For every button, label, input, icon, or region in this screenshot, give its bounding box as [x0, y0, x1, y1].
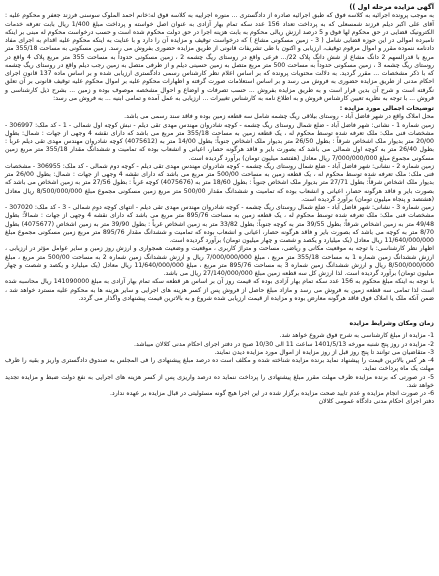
plot-3-paragraph: زمین شماره 3 - نشانی: شهر فاضل آباد - ضلع شمال روستای ریگ چشمه - کوچه شادروان مهندس مهدی تقی دیلم - انتهای کوچه دوم شمالی - 3 - کد ملک: 307020 - مشخصات فنی ملک: ملک تعرفه شده توسط محکوم له ، یک قطعه زمین به مساحت 895/76 متر مربع می باشد که دارای نقشه 4 وجهی از جهات : شمالاً: بطول 49/48 متر به زمین اشخاص شرقاً: بطول 39/55 متر به کوچه جنوباً: بطول 33/82 متر به زمین اشخاص غرباً : بطول 39/90 متر به زمین اشخاص (4075677) بطول 8/70 متر به کوچه می باشد که بصورت بایر و فاقد هرگونه حصار، اعیانی و انشعاب بوده که تمامیت و ششدانگ مقدار 895/76 متر مربع زمین مسکونی مجموع مبلغ 11/640/000/000 ریال معادل (یک میلیارد و یکصد و شصت و چهار میلیون تومان) برآورد گردیده است.	[5, 204, 435, 244]
spacer	[5, 303, 434, 318]
conditions-heading: زمان ومکان وشرایط مزایده	[349, 320, 434, 327]
condition-item: 5- در صورتی که برنده مزایده ظرف مهلت مقرر مبلغ پیشنهادی را پرداخت ننماید ده درصد واریزی پس از کسر هزینه های اجرایی به نفع دولت ضبط و مزایده تجدید خواهد شد.	[5, 373, 434, 389]
condition-item: 3- متقاضیان می توانند تا پنج روز قبل از روز مزایده از اموال مورد مزایده دیدن نمایند.	[214, 348, 434, 356]
condition-item: 2- مزایده در روز پنج شنبه مورخه 1401/5/13 ساعت 11 الی 10/30 صبح در دفتر اجرای احکام مدنی کلالان میباشد.	[134, 340, 434, 348]
plot-2-paragraph: زمین شماره 2 - نشانی: شهر فاضل آباد - ضلع شمال روستای ریگ چشمه - کوچه شادروان مهندس مهدی تقی دیلم - کوچه دوم شمالی - کد ملک: 306955 - مشخصات فنی ملک: ملک تعرفه شده توسط محکوم له ، یک قطعه زمین به مساحت 500/00 متر مربع می باشد که دارای نقشه 4 وجهی از جهات : شمال: بطول 26/00 متر بدیوار ملک اشخاص شرقاً: بطول 27/71 متر بدیوار ملک اشخاص جنوباً : بطول 18/60 متر به (4075676) کوچه غرباً : بطول 27/56 متر به زمین اشخاص می باشد که بصورت بایر و فاقد هرگونه حصار، اعیانی و انشعاب بوده که تمامیت و ششدانگ مقدار 500/00 متر مربع زمین مسکونی مجموع مبلغ 8/500/000/000 ریال معادل (هشتصد و پنجاه میلیون تومان) برآورد گردیده است.	[5, 162, 435, 203]
plot-1-paragraph: زمین شماره 1 - نشانی: شهر فاضل آباد - ضلع شمال روستای ریگ چشمه - کوچه شادروان مهندس مهدی تقی دیلم - نبش کوچه اول شمالی - 1 - کد ملک: 306997 - مشخصات فنی ملک: ملک تعرفه شده توسط محکوم له ، یک قطعه زمین به مساحت 355/18 متر مربع می باشد که دارای نقشه 4 وجهی از جهات : شمال: بطول 20/00 متر بدیوار ملک اشخاص شرقاً : بطول 26/50 متر بدیوار ملک اشخاص جنوباً: بطول 14/00 متر به (4075612) کوچه شادروان مهندس مهدی تقی دیلم غرباً : بطول 26/40 متر به کوچه اول شمالی می باشد که بصورت بایر و فاقد هرگونه حصار، اعیانی و انشعاب بوده که تمامیت و ششدانگ مقدار 355/18 متر مربع زمین مسکونی مجموع مبلغ 7/000/000/000 ریال معادل (هفتصد میلیون تومان) برآورد گردیده است.	[5, 121, 434, 162]
condition-item: 1- مزایده از مبلغ کارشناسی به شرح فوق شروع خواهد شد.	[279, 332, 434, 340]
expert-opinion-paragraph: اظهار نظر کارشناسی: با توجه به موقعیت مکانی و ریاضی، مساحت و متراژ کاربری ، موقعیت و وضعیت همجواری و ارزش روز زمین و سایر عوامل مؤثر در ارزیابی ، ارزش ششدانگ زمین شماره 1 به مساحت 355/18 متر مربع ، مبلغ 7/000/000/000 ریال و ارزش ششدانگ زمین شماره 2 به مساحت 500/00 متر مربع ، مبلغ 8/500/000/000 ریال و ارزش ششدانگ زمین شماره 3 به مساحت 895/76 متر مربع ، مبلغ 11/640/000/000 ریال معادل (یک میلیارد و یکصد و شصت و چهار میلیون تومان) برآورد گردیده است. لذا ارزش کل سه قطعه زمین مبلغ 27/140/000/000 ریال می باشد.	[5, 245, 434, 277]
notice-title: آگهی مزایده مرحله اول ))	[349, 3, 434, 11]
location-paragraph: محل املاک واقع در شهر فاضل آباد - روستای بیلاقی ریگ چشمه شامل سه قطعه زمین بوده و فاقد سند رسمی می باشد.	[124, 113, 434, 121]
intro-paragraph: به موجب پرونده اجرائیه به کلاسه فوق که طبق اجرائیه صادره از دادگستری ... منوره اجراییه به کلاسه فوق له:خانم احمد الملوک سوسنی فرزند جعفر و محکوم علیه : آقای علی اکبر دیلم فرزند شمسعلی که به پرداخت تعداد 156 عدد سکه تمام بهار آزادی به عنوان اصل خواسته و پرداخت مبلغ 1/400 ریال بابت تعرفه خدمات الکترونیک قضایی در حق محکوم لها فوق و 5 درصد ارزش ریالی محکوم به بابت هزینه اجرا در حق دولت محکوم شده است و حسب درخواست محکوم له مبنی بر اینکه نامبرده اموالی در این حوزه قضایی شامل ( 3 - زمین مسکونی مشاع ) که درخواست توقیف و مزایده آن را دارد و با عنایت به اینکه محکوم علیه اقدام به اجرای مفاد دادنامه ننموده مقرر و اموال مرقوم توقیف، ارزیابی و اکنون با طی تشریفات قانونی از طریق مزایده حضوری بفروش می رسد. زمین مسکونی به مساحت 355/18 متر مربع با قدرالسهم 2 دانگ مشاع از شش دانگ پلاک 22/... فرعی واقع در روستای ریگ چشمه 2 ، زمین مسکونی حدوداً به مساحت 355 متر مربع پلاک 4 واقع در روستای ریگ چشمه 3 ، زمین مسکونی حدوداً به مساحت 500 متر مربع متصل به زمین حسینی دیلم و از طرفی متصل به زمین رجب دیلم واقع در روستای ریگ چشمه که با ذکر مشخصات ... مقرر گردید. به دلالت محتویات پرونده که بر اساس اعلام نظر کارشناس رسمی دادگستری ارزیابی شده و بر اساس ماده 137 قانون اجرای احکام مدنی از طریق مزایده حضوری به فروش می رسد و بر اساس استعلامات صورت گرفته و اظهارات محکوم علیه بر اموال محکوم علیه توقیف قانونی بر آن تعلق نگرفته است و شرح آن بدین قرار است و به طریق مزایده بفروش ... حسب تصرفات و اوضاع و احوال مشخصه موصوف بوده و زمین ... بشرح ذیل کارشناسی و فروش ... با توجه به نظریه تعیین کارشناس فروش و به اطلاع نامه به کارشناس تغییرات ... ارزیابی به عمل آمده و تمامی ابنیه ... به فروش می رسد:	[5, 12, 434, 102]
signature-line: دفتر اجرای احکام مدنی دادگاه عمومی کلالان	[318, 398, 434, 406]
condition-item: 6- در صورت انجام مزایده و عدم تایید صحت مزایده برگزار شده در این اجرا هیچ گونه مسئولیتی در قبال مزایده بر عهده ندارد.	[109, 390, 434, 397]
description-heading: توضیحات اجمالی مورد مزایده :	[339, 105, 434, 112]
judgment-paragraph: با توجه به اینکه مبلغ محکوم به 156 عدد سکه تمام بهار آزادی بوده که قیمت روز آن بر اساس هر قطعه سکه تمام بهار آزادی به مبلغ 141090000 ریال محاسبه شده است لذا تمامی سه قطعه زمین به فروش می رسد و مازاد مبلغ حاصل از فروش پس از کسر هزینه های اجرایی و سایر هزینه ها به محکوم علیه مسترد خواهد شد ، ضمن آنکه ملک یا املاک فوق فاقد هرگونه معارض بوده و مزایده از قیمت ارزیابی شده شروع و به بالاترین قیمت پیشنهادی واگذار می گردد.	[5, 278, 435, 302]
condition-item: 4- هر کس بالاترین قیمت را پیشنهاد نماید برنده مزایده شناخته شده و مکلف است ده درصد مبلغ پیشنهادی را فی المجلس به صندوق دادگستری واریز و بقیه را ظرف مهلت یک ماه پرداخت نماید.	[5, 357, 434, 373]
